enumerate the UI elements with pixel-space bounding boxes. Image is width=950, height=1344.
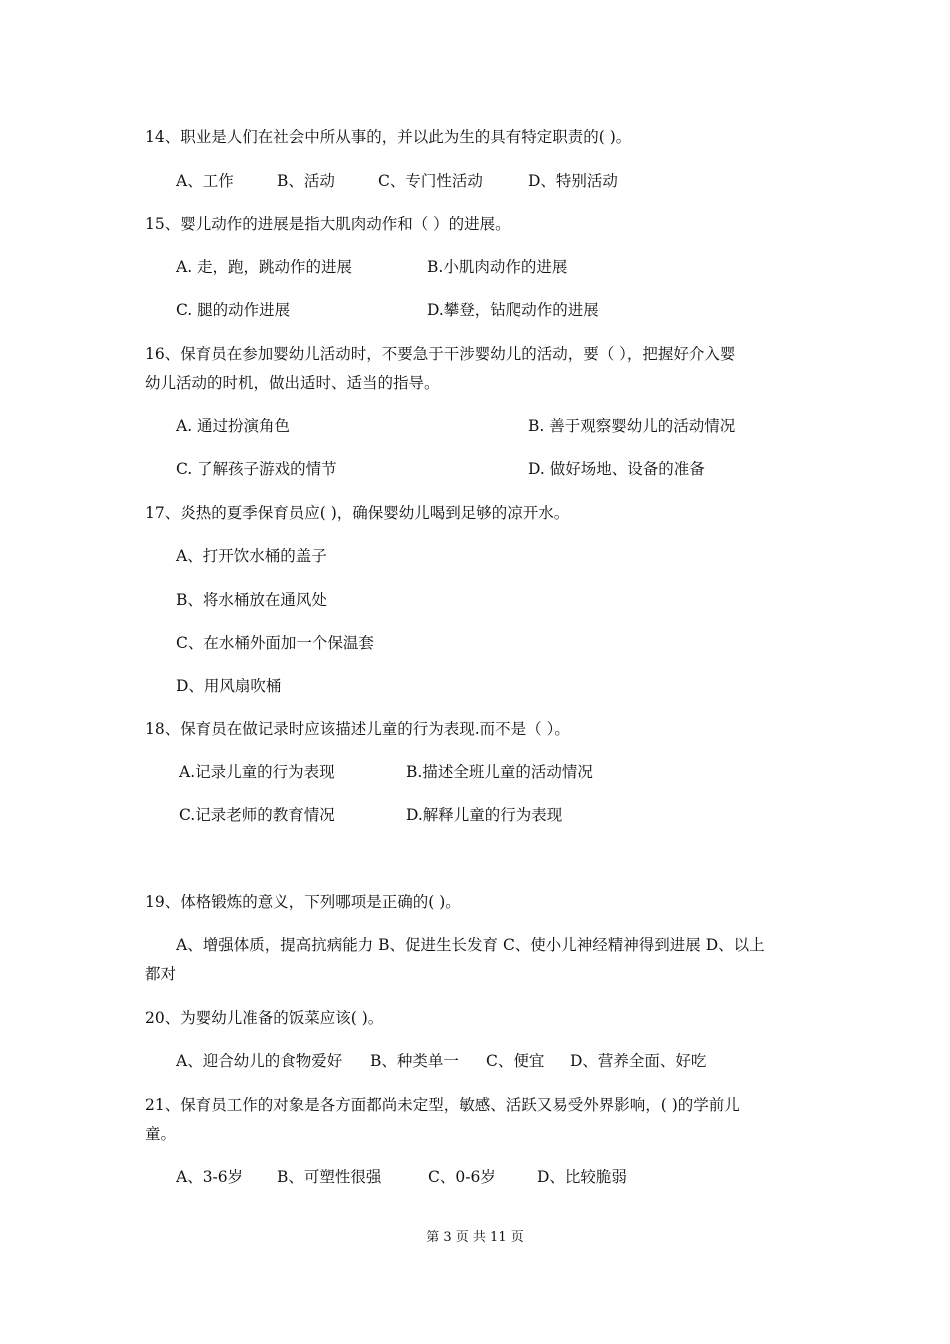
question-17-stem: 17、炎热的夏季保育员应( )，确保婴幼儿喝到足够的凉开水。 bbox=[145, 504, 570, 522]
question-21-stem-line-1: 21、保育员工作的对象是各方面都尚未定型，敏感、活跃又易受外界影响，( )的学前儿 bbox=[145, 1096, 740, 1114]
question-17-option-a: A、打开饮水桶的盖子 bbox=[176, 547, 327, 565]
question-19-stem: 19、体格锻炼的意义，下列哪项是正确的( )。 bbox=[145, 893, 461, 911]
question-18-option-a: A.记录儿童的行为表现 bbox=[179, 763, 335, 781]
question-21-option-d: D、比较脆弱 bbox=[537, 1168, 627, 1186]
question-21-option-c: C、0-6岁 bbox=[428, 1168, 496, 1186]
question-15-option-c: C. 腿的动作进展 bbox=[176, 301, 291, 319]
question-16-stem-line-2: 幼儿活动的时机，做出适时、适当的指导。 bbox=[145, 374, 440, 392]
question-21-option-a: A、3-6岁 bbox=[176, 1168, 244, 1186]
question-20-option-c: C、便宜 bbox=[486, 1052, 545, 1070]
question-15-option-a: A. 走，跑，跳动作的进展 bbox=[176, 258, 353, 276]
question-20-stem: 20、为婴幼儿准备的饭菜应该( )。 bbox=[145, 1009, 384, 1027]
question-16-stem-line-1: 16、保育员在参加婴幼儿活动时，不要急于干涉婴幼儿的活动，要（ ），把握好介入婴 bbox=[145, 345, 736, 363]
question-18-option-c: C.记录老师的教育情况 bbox=[179, 806, 335, 824]
question-16-option-d: D. 做好场地、设备的准备 bbox=[528, 460, 705, 478]
question-18-stem: 18、保育员在做记录时应该描述儿童的行为表现.而不是（ ）。 bbox=[145, 720, 570, 738]
question-14-option-c: C、专门性活动 bbox=[378, 172, 483, 190]
question-15-option-d: D.攀登，钻爬动作的进展 bbox=[427, 301, 599, 319]
question-14-stem: 14、职业是人们在社会中所从事的，并以此为生的具有特定职责的( )。 bbox=[145, 128, 632, 146]
question-19-options-line-1: A、增强体质，提高抗病能力 B、促进生长发育 C、使小儿神经精神得到进展 D、以上 bbox=[176, 936, 765, 954]
question-19-options-line-2: 都对 bbox=[145, 965, 177, 983]
page-number-footer: 第 3 页 共 11 页 bbox=[426, 1230, 524, 1245]
question-16-option-c: C. 了解孩子游戏的情节 bbox=[176, 460, 337, 478]
question-18-option-b: B.描述全班儿童的活动情况 bbox=[406, 763, 593, 781]
question-20-option-a: A、迎合幼儿的食物爱好 bbox=[176, 1052, 343, 1070]
question-20-option-b: B、种类单一 bbox=[370, 1052, 459, 1070]
question-14-option-d: D、特别活动 bbox=[528, 172, 618, 190]
question-21-stem-line-2: 童。 bbox=[145, 1125, 177, 1143]
question-21-option-b: B、可塑性很强 bbox=[277, 1168, 382, 1186]
question-15-stem: 15、婴儿动作的进展是指大肌肉动作和（ ）的进展。 bbox=[145, 215, 511, 233]
question-15-option-b: B.小肌肉动作的进展 bbox=[427, 258, 568, 276]
question-17-option-b: B、将水桶放在通风处 bbox=[176, 591, 327, 609]
question-20-option-d: D、营养全面、好吃 bbox=[570, 1052, 707, 1070]
question-17-option-d: D、用风扇吹桶 bbox=[176, 677, 282, 695]
question-18-option-d: D.解释儿童的行为表现 bbox=[406, 806, 563, 824]
question-16-option-b: B. 善于观察婴幼儿的活动情况 bbox=[528, 417, 736, 435]
question-14-option-a: A、工作 bbox=[176, 172, 234, 190]
question-17-option-c: C、在水桶外面加一个保温套 bbox=[176, 634, 374, 652]
question-14-option-b: B、活动 bbox=[277, 172, 335, 190]
question-16-option-a: A. 通过扮演角色 bbox=[176, 417, 291, 435]
